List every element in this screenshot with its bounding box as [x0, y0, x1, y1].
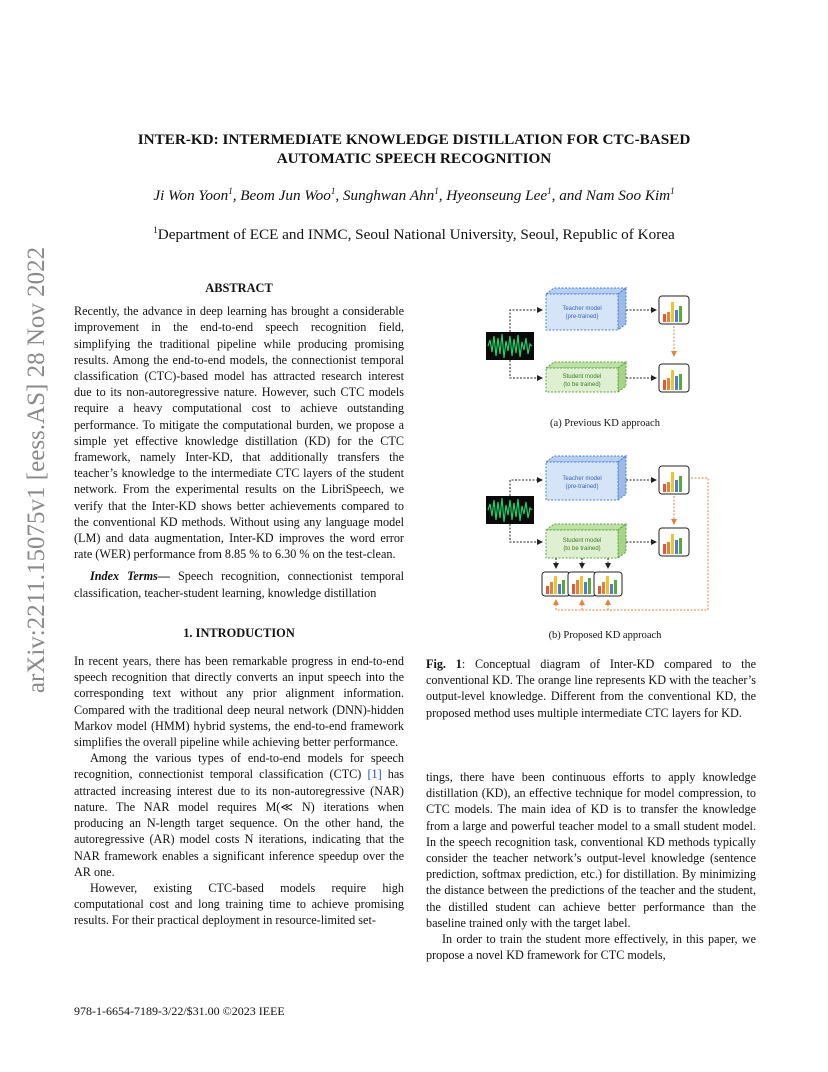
- figure-a-caption: (a) Previous KD approach: [550, 418, 660, 429]
- author-sup: 1: [547, 185, 552, 196]
- student-label-2: (to be trained): [563, 382, 601, 388]
- teacher-label-1: Teacher model: [562, 476, 602, 482]
- author: Beom Jun Woo: [240, 187, 331, 204]
- teacher-output-icon: [659, 296, 689, 324]
- figure-caption: [426, 656, 756, 721]
- teacher-label-1: Teacher model: [562, 306, 602, 312]
- author-sup: 1: [330, 185, 336, 196]
- student-label-1: Student model: [562, 538, 602, 544]
- right-column-text: [426, 769, 756, 963]
- right-paragraph-1: tings, there have been continuous efforts to apply knowledge distillation (KD), an effective technique for model compression, to CTC models. The main idea of KD is to transfer the knowledge from a large and powerful teacher model to a small student model. In the speech recognition task, conventional KD methods typically consider the teacher network’s output-level knowledge (sentence prediction, softmax prediction, etc.) for distillation. By minimizing the distance between the predictions of the teacher and the student, the distilled student can achieve better performance than the baseline trained only with the target label.: [426, 770, 756, 930]
- abstract-heading: ABSTRACT: [205, 281, 273, 295]
- title-line-2: AUTOMATIC SPEECH RECOGNITION: [276, 150, 552, 167]
- teacher-output-icon: [659, 466, 689, 494]
- intro-p2-text-b: has attracted increasing interest due to its non-autoregressive (NAR) nature. The NAR model requires M(≪ N) iterations when producing an N-length target sequence. On the other hand, the autoregressive (AR) model costs N iterations, indicating that the NAR framework enables a significant inference speedup over the AR one.: [74, 767, 404, 879]
- intro-heading: 1. INTRODUCTION: [183, 625, 295, 640]
- affiliation: [60, 226, 768, 244]
- left-column: [74, 280, 404, 929]
- citation-link[interactable]: [1]: [367, 767, 382, 782]
- index-terms: [74, 568, 404, 600]
- title-line-1: INTER-KD: INTERMEDIATE KNOWLEDGE DISTILLATION FOR CTC-BASED: [137, 131, 691, 148]
- index-terms-text: Speech recognition, connectionist temporal classification, teacher-student learning, knowledge distillation: [74, 569, 404, 600]
- arxiv-stamp: [22, 246, 52, 694]
- index-terms-label: Index Terms—: [90, 569, 170, 584]
- author-sup: 1: [670, 185, 675, 196]
- teacher-model-box: [546, 456, 626, 500]
- figure-b-caption: (b) Proposed KD approach: [548, 630, 662, 641]
- author: Ji Won Yoon: [153, 187, 229, 204]
- intermediate-output-icon: [594, 572, 622, 596]
- intro-paragraph-3: However, existing CTC-based models require high computational cost and long training time to achieve promising results. For their practical deployment in resource-limited set-: [74, 880, 404, 928]
- right-paragraph-2: In order to train the student more effectively, in this paper, we propose a novel KD framework for CTC models,: [426, 932, 756, 963]
- affiliation-text: Department of ECE and INMC, Seoul National University, Seoul, Republic of Korea: [157, 226, 675, 243]
- waveform-icon: [486, 332, 534, 360]
- author-sup: 1: [228, 185, 233, 196]
- teacher-label-2: (pre-trained): [565, 314, 599, 320]
- author: Hyeonseung Lee: [446, 187, 548, 204]
- figure-a-diagram: [484, 286, 714, 394]
- author: Sunghwan Ahn: [342, 187, 435, 204]
- paper-title: [60, 130, 768, 168]
- author-sup: 1: [434, 185, 439, 196]
- affiliation-sup: 1: [153, 224, 158, 235]
- student-output-icon: [659, 364, 689, 392]
- author-list: Ji Won Yoon$^1$, Beom Jun Woo$^1$, Sunghwan Ahn$^1$, Hyeonseung Lee$^1$, and Nam Soo Kim$^1$: [153, 185, 675, 204]
- intro-paragraph-2: [74, 750, 404, 880]
- intro-paragraph-1: In recent years, there has been remarkable progress in end-to-end speech recognition that directly converts an input speech into the corresponding text without any prior alignment information. Compared with the traditional deep neural network (DNN)-hidden Markov model (HMM) hybrid systems, the end-to-end framework simplifies the overall pipeline while achieving better performance.: [74, 654, 404, 750]
- student-model-box: [546, 524, 626, 558]
- student-model-box: [546, 362, 626, 392]
- abstract-text: Recently, the advance in deep learning has brought a considerable improvement in the end-to-end speech recognition field, simplifying the traditional pipeline while producing promising results. Among the end-to-end models, the connectionist temporal classification (CTC)-based model has attracted research interest due to its non-autoregressive nature. However, such CTC models require a heavy computational cost to achieve outstanding performance. To mitigate the computational burden, we propose a simple yet effective knowledge distillation (KD) for the CTC framework, namely Inter-KD, that additionally transfers the teacher’s knowledge to the intermediate CTC layers of the student network. From the experimental results on the LibriSpeech, we verify that the Inter-KD shows better achievements compared to the conventional KD methods. Without using any language model (LM) and data augmentation, Inter-KD improves the word error rate (WER) performance from 8.85 % to 6.30 % on the test-clean.: [74, 304, 404, 562]
- student-output-icon: [659, 528, 689, 556]
- arxiv-id: arXiv:2211.15075v1 [eess.AS] 28 Nov 2022: [23, 246, 50, 694]
- figure-caption-text: : Conceptual diagram of Inter-KD compared to the conventional KD. The orange line represents KD with the teacher’s output-level knowledge. Different from the conventional KD, the proposed method uses multiple intermediate CTC layers for KD.: [426, 657, 756, 720]
- intermediate-output-icon: [568, 572, 596, 596]
- intermediate-output-icon: [542, 572, 570, 596]
- figure-caption-label: Fig. 1: [426, 657, 462, 671]
- student-label-2: (to be trained): [563, 546, 601, 552]
- teacher-model-box: [546, 288, 626, 330]
- teacher-label-2: (pre-trained): [565, 484, 599, 490]
- waveform-icon: [486, 496, 534, 524]
- figure-b-diagram: [484, 450, 724, 618]
- intro-p2-text-a: Among the various types of end-to-end models for speech recognition, connectionist temporal classification (CTC): [74, 751, 404, 782]
- copyright-footer: 978-1-6654-7189-3/22/$31.00 ©2023 IEEE: [74, 1004, 285, 1018]
- student-label-1: Student model: [562, 374, 602, 380]
- author: and Nam Soo Kim: [559, 187, 671, 204]
